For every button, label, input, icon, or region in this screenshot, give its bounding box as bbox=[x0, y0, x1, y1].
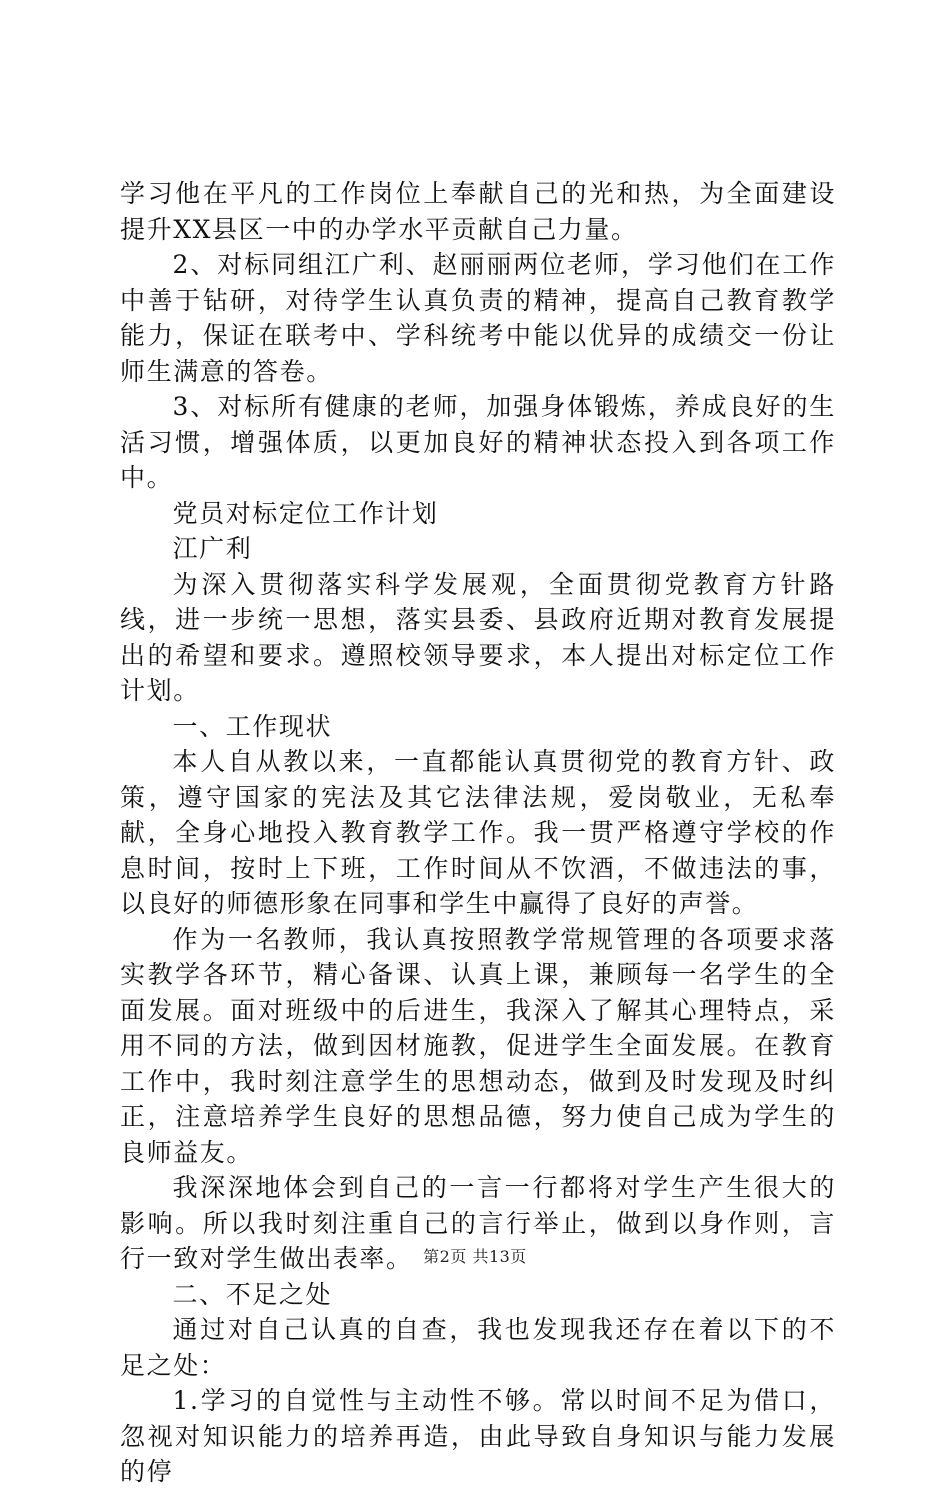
section-heading: 二、不足之处 bbox=[172, 1279, 333, 1309]
paragraph: 为深入贯彻落实科学发展观，全面贯彻党教育方针路线，进一步统一思想，落实县委、县政府近期对教育发展提出的希望和要求。遵照校领导要求，本人提出对标定位工作计划。 bbox=[120, 569, 836, 705]
paragraph: 通过对自己认真的自查，我也发现我还存在着以下的不足之处： bbox=[120, 1315, 836, 1380]
paragraph: 作为一名教师，我认真按照教学常规管理的各项要求落实教学各环节，精心备课、认真上课，兼顾每一名学生的全面发展。面对班级中的后进生，我深入了解其心理特点，采用不同的方法，做到因材施教，促进学生全面发展。在教育工作中，我时刻注意学生的思想动态，做到及时发现及时纠正，注意培养学生良好的思想品德，努力使自己成为学生的良师益友。 bbox=[120, 924, 836, 1167]
paragraph: 1.学习的自觉性与主动性不够。常以时间不足为借口，忽视对知识能力的培养再造，由此导致自身知识与能力发展的停 bbox=[120, 1386, 836, 1486]
paragraph: 本人自从教以来，一直都能认真贯彻党的教育方针、政策，遵守国家的宪法及其它法律法规，爱岗敬业，无私奉献，全身心地投入教育教学工作。我一贯严格遵守学校的作息时间，按时上下班，工作时间从不饮酒，不做违法的事，以良好的师德形象在同事和学生中赢得了良好的声誉。 bbox=[120, 747, 836, 918]
paragraph: 2、对标同组江广利、赵丽丽两位老师，学习他们在工作中善于钻研，对待学生认真负责的精神，提高自己教育教学能力，保证在联考中、学科统考中能以优异的成绩交一份让师生满意的答卷。 bbox=[120, 250, 836, 386]
author-name: 江广利 bbox=[172, 534, 253, 563]
paragraph: 我深深地体会到自己的一言一行都将对学生产生很大的影响。所以我时刻注重自己的言行举止，做到以身作则，言行一致对学生做出表率。 bbox=[120, 1173, 836, 1273]
paragraph: 3、对标所有健康的老师，加强身体锻炼，养成良好的生活习惯，增强体质，以更加良好的精神状态投入到各项工作中。 bbox=[120, 392, 836, 492]
section-heading: 一、工作现状 bbox=[172, 711, 333, 741]
page-number-footer: 第2页 共13页 bbox=[423, 1247, 527, 1266]
paragraph: 学习他在平凡的工作岗位上奉献自己的光和热，为全面建设提升XX县区一中的办学水平贡献自己力量。 bbox=[120, 179, 836, 244]
document-body bbox=[120, 176, 836, 1490]
section-title: 党员对标定位工作计划 bbox=[172, 498, 439, 528]
